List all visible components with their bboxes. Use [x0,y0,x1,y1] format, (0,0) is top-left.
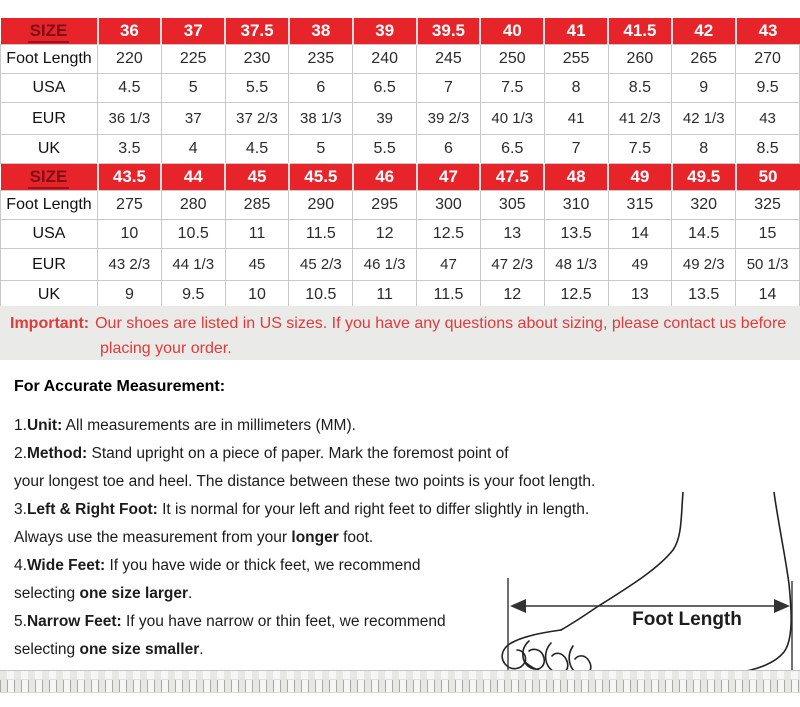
size-chart-cell: 47 [417,249,481,281]
size-data-row [1,135,800,164]
size-chart-cell: 295 [353,191,417,220]
size-chart-cell: 300 [417,191,481,220]
size-chart-cell: 47 2/3 [480,249,544,281]
size-chart-cell: 8.5 [608,74,672,103]
size-chart-cell: 5 [289,135,353,164]
size-chart-cell: 45 2/3 [289,249,353,281]
size-chart-cell: 48 1/3 [544,249,608,281]
size-chart-cell: 11 [353,281,417,310]
size-chart-cell: 5.5 [353,135,417,164]
foot-length-label: Foot Length [632,609,742,630]
size-chart-body [1,18,800,310]
size-chart-cell: 4.5 [98,74,162,103]
size-chart-cell: 9.5 [161,281,225,310]
size-chart-cell: 12.5 [417,220,481,249]
size-chart-cell: 6.5 [353,74,417,103]
size-header-cell: 45 [225,164,289,191]
size-chart-cell: 49 [608,249,672,281]
size-chart-cell: 45 [225,249,289,281]
size-chart-cell: 230 [225,45,289,74]
size-data-row [1,191,800,220]
foot-outline-back [560,492,791,677]
size-chart-cell: 9 [672,74,736,103]
size-chart-cell: 11.5 [289,220,353,249]
size-chart-cell: 41 [544,103,608,135]
size-header-cell: 43 [736,18,800,45]
measurement-line: 3.Left & Right Foot: It is normal for your left and right feet to differ slightly in length. [14,501,590,518]
arrowhead-right-icon [774,599,790,613]
important-label: Important: [10,315,90,332]
size-chart-cell: 265 [672,45,736,74]
size-chart-cell: 13 [608,281,672,310]
size-chart-cell: 9 [98,281,162,310]
size-chart-cell: 245 [417,45,481,74]
size-data-row [1,45,800,74]
size-chart-cell: 5 [161,74,225,103]
size-data-row [1,220,800,249]
size-header-cell: 38 [289,18,353,45]
size-chart-cell: 49 2/3 [672,249,736,281]
size-chart-cell: 320 [672,191,736,220]
row-label: UK [1,135,98,164]
size-chart-cell: 39 2/3 [417,103,481,135]
size-data-row [1,103,800,135]
size-chart-cell: 10 [98,220,162,249]
size-chart-cell: 290 [289,191,353,220]
size-chart-cell: 14 [608,220,672,249]
row-label: Foot Length [1,45,98,74]
size-chart-cell: 225 [161,45,225,74]
size-chart-cell: 11 [225,220,289,249]
size-chart-cell: 8.5 [736,135,800,164]
size-chart-cell: 7.5 [480,74,544,103]
size-chart-cell: 220 [98,45,162,74]
size-chart-cell: 255 [544,45,608,74]
size-chart-cell: 42 1/3 [672,103,736,135]
size-chart-cell: 315 [608,191,672,220]
size-chart-cell: 3.5 [98,135,162,164]
size-header-cell: 44 [161,164,225,191]
important-note-line1 [10,311,800,336]
size-chart-cell: 4 [161,135,225,164]
size-chart-cell: 310 [544,191,608,220]
size-chart-cell: 7 [544,135,608,164]
size-chart-cell: 41 2/3 [608,103,672,135]
size-chart-cell: 37 [161,103,225,135]
size-chart-cell: 39 [353,103,417,135]
size-header-cell: 43.5 [98,164,162,191]
foot-toe-2 [523,641,544,669]
size-chart-cell: 10.5 [289,281,353,310]
size-chart-cell: 325 [736,191,800,220]
measurement-line: 4.Wide Feet: If you have wide or thick feet, we recommend [14,557,421,574]
measurement-line: 1.Unit: All measurements are in millimeters (MM). [14,417,356,434]
size-header-cell: 47 [417,164,481,191]
size-chart-cell: 40 1/3 [480,103,544,135]
ruler-strip [0,670,800,693]
size-chart-cell: 7 [417,74,481,103]
size-chart-cell: 8 [672,135,736,164]
size-chart-cell: 44 1/3 [161,249,225,281]
size-chart-cell: 280 [161,191,225,220]
size-chart-cell: 305 [480,191,544,220]
size-chart-cell: 260 [608,45,672,74]
size-header-label: SIZE [1,164,98,191]
size-chart-cell: 36 1/3 [98,103,162,135]
row-label: UK [1,281,98,310]
measurement-line: selecting one size smaller. [14,641,204,658]
size-chart-cell: 43 2/3 [98,249,162,281]
size-header-cell: 36 [98,18,162,45]
measurement-heading: For Accurate Measurement: [14,378,226,395]
measurement-line: 5.Narrow Feet: If you have narrow or thin feet, we recommend [14,613,446,630]
size-header-row [1,164,800,191]
important-note [0,306,800,360]
size-chart-cell: 6.5 [480,135,544,164]
size-chart-cell: 4.5 [225,135,289,164]
foot-illustration [497,492,797,682]
size-header-cell: 39.5 [417,18,481,45]
size-chart-cell: 13.5 [544,220,608,249]
size-header-cell: 45.5 [289,164,353,191]
size-header-cell: 40 [480,18,544,45]
size-header-cell: 49.5 [672,164,736,191]
size-header-cell: 41.5 [608,18,672,45]
size-data-row [1,249,800,281]
measurement-line: 2.Method: Stand upright on a piece of paper. Mark the foremost point of [14,445,509,462]
size-chart-cell: 7.5 [608,135,672,164]
size-header-cell: 42 [672,18,736,45]
size-chart-cell: 13.5 [672,281,736,310]
size-header-cell: 41 [544,18,608,45]
size-chart-table [0,18,800,310]
size-chart-cell: 240 [353,45,417,74]
size-data-row [1,74,800,103]
size-header-cell: 37 [161,18,225,45]
ruler-ticks [0,679,800,692]
size-chart-cell: 14.5 [672,220,736,249]
size-header-cell: 49 [608,164,672,191]
size-header-cell: 37.5 [225,18,289,45]
size-header-cell: 50 [736,164,800,191]
size-header-cell: 46 [353,164,417,191]
size-chart-cell: 270 [736,45,800,74]
size-chart-cell: 43 [736,103,800,135]
size-header-label: SIZE [1,18,98,45]
size-chart-cell: 235 [289,45,353,74]
arrowhead-left-icon [510,599,526,613]
size-chart-cell: 12 [353,220,417,249]
size-chart-cell: 285 [225,191,289,220]
size-chart-cell: 13 [480,220,544,249]
size-header-cell: 48 [544,164,608,191]
size-chart-cell: 6 [289,74,353,103]
size-chart-cell: 5.5 [225,74,289,103]
important-note-line2: placing your order. [100,340,232,357]
size-chart-cell: 12.5 [544,281,608,310]
size-chart-cell: 46 1/3 [353,249,417,281]
size-header-row [1,18,800,45]
size-chart-cell: 275 [98,191,162,220]
measurement-line: your longest toe and heel. The distance between these two points is your foot length. [14,473,596,490]
size-chart-cell: 9.5 [736,74,800,103]
important-text: Our shoes are listed in US sizes. If you have any questions about sizing, please contact us before [95,315,787,332]
size-chart-cell: 10 [225,281,289,310]
row-label: USA [1,74,98,103]
measurement-line: Always use the measurement from your longer foot. [14,529,374,546]
size-chart-cell: 10.5 [161,220,225,249]
size-header-cell: 39 [353,18,417,45]
size-chart-cell: 14 [736,281,800,310]
size-chart-cell: 38 1/3 [289,103,353,135]
size-chart-cell: 8 [544,74,608,103]
size-chart-cell: 6 [417,135,481,164]
row-label: EUR [1,103,98,135]
size-chart-cell: 12 [480,281,544,310]
size-header-cell: 47.5 [480,164,544,191]
row-label: Foot Length [1,191,98,220]
foot-length-figure [497,492,797,682]
measurement-line: selecting one size larger. [14,585,193,602]
row-label: USA [1,220,98,249]
foot-toe-3 [546,643,568,673]
size-chart-cell: 50 1/3 [736,249,800,281]
size-chart-cell: 250 [480,45,544,74]
size-chart-cell: 37 2/3 [225,103,289,135]
size-chart-cell: 15 [736,220,800,249]
size-chart-cell: 11.5 [417,281,481,310]
row-label: EUR [1,249,98,281]
